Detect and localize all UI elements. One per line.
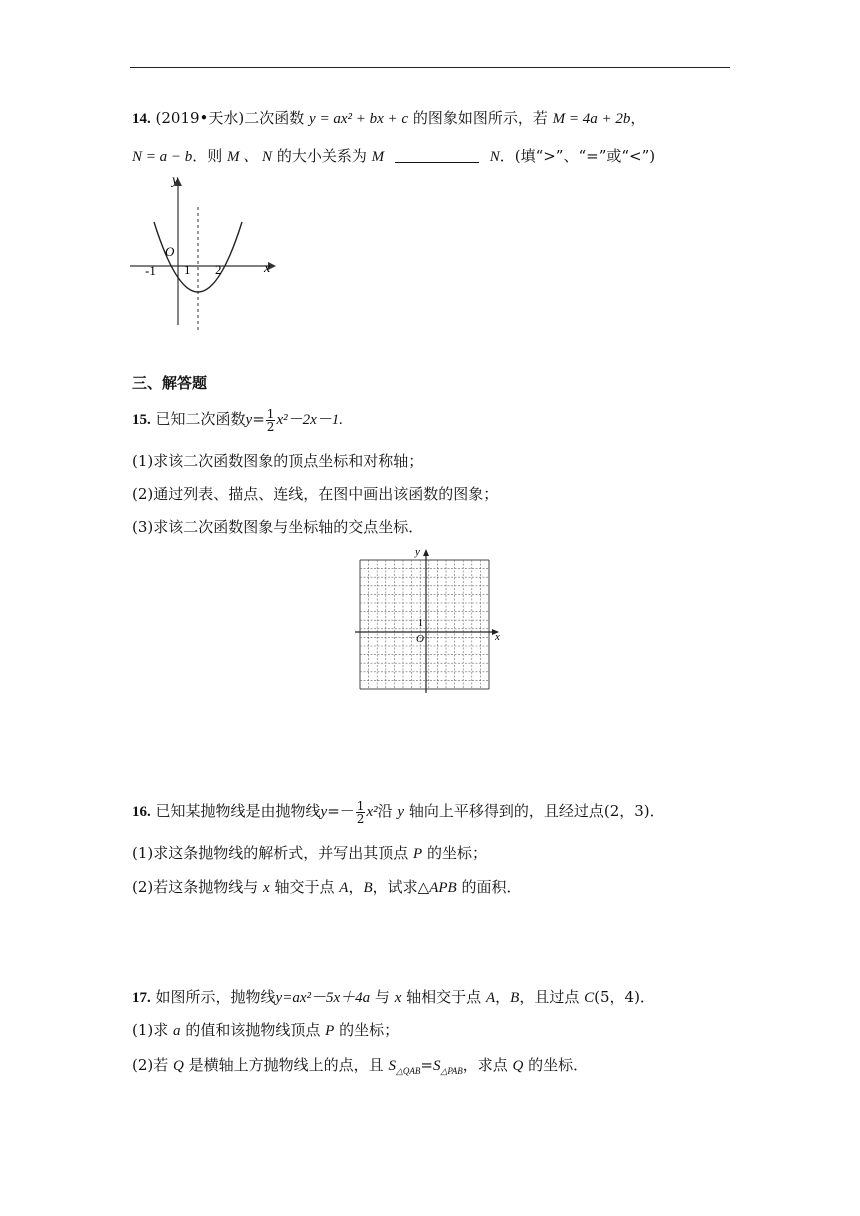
fraction-denominator: 2 bbox=[266, 419, 275, 434]
q17-point-q: Q bbox=[512, 1058, 524, 1074]
q14-formula: N = a − b bbox=[132, 149, 193, 165]
q16-part1 bbox=[132, 843, 487, 864]
q14-number: 14. bbox=[132, 111, 151, 127]
q14-variable-m: M bbox=[371, 149, 385, 165]
origin-label: O bbox=[165, 244, 175, 259]
q16-point-a: A bbox=[339, 880, 349, 896]
q17-variable-x: x bbox=[394, 990, 402, 1006]
q14-line1 bbox=[132, 108, 645, 129]
origin-label: O bbox=[416, 633, 424, 645]
q17-text: 如图所示，抛物线 bbox=[155, 988, 276, 1006]
q15-formula: x²－2x－1. bbox=[276, 412, 344, 428]
q16-point-p: P bbox=[413, 846, 423, 862]
q17-point-b: B bbox=[510, 990, 520, 1006]
tick-label-neg1: -1 bbox=[145, 263, 156, 278]
q17-text: (2)若 bbox=[132, 1056, 169, 1074]
q14-text: 的大小关系为 bbox=[276, 147, 367, 165]
tick-label-1: 1 bbox=[184, 262, 191, 277]
q14-parabola-figure bbox=[125, 170, 285, 335]
q17-area-symbol: S bbox=[432, 1058, 441, 1074]
q17-area-symbol: S bbox=[388, 1058, 396, 1074]
q17-text: ，且过点 bbox=[519, 988, 580, 1006]
q16-text: 的面积． bbox=[461, 878, 522, 896]
q17-formula: y=ax²－5x＋4a bbox=[275, 990, 371, 1006]
unit-label: 1 bbox=[418, 618, 423, 629]
q15-text: 已知二次函数 bbox=[155, 410, 246, 428]
q17-text: (1)求 bbox=[132, 1021, 169, 1039]
fraction-denominator: 2 bbox=[356, 811, 365, 826]
q16-text: 已知某抛物线是由抛物线 bbox=[155, 802, 321, 820]
q15-fraction bbox=[266, 408, 276, 433]
y-axis-label: y bbox=[415, 546, 420, 558]
q14-formula: y = ax² + bx + c bbox=[309, 111, 409, 127]
q17-text: (5，4)． bbox=[594, 988, 655, 1006]
q16-text: (1)求这条抛物线的解析式，并写出其顶点 bbox=[132, 844, 409, 862]
q17-text: 的值和该抛物线顶点 bbox=[185, 1021, 321, 1039]
q16-text: 轴向上平移得到的，且经过点(2，3)． bbox=[408, 802, 665, 820]
q17-text: 轴相交于点 bbox=[406, 988, 482, 1006]
q17-text: ， bbox=[495, 988, 511, 1006]
q16-text: 沿 bbox=[377, 802, 393, 820]
q17-area-subscript: △PAB bbox=[440, 1066, 463, 1076]
q15-text: = bbox=[252, 410, 265, 428]
q16-stem bbox=[132, 796, 665, 826]
y-axis-label: y bbox=[172, 173, 179, 188]
q17-text: ，求点 bbox=[462, 1056, 508, 1074]
fraction-numerator: 1 bbox=[356, 798, 365, 813]
q15-coordinate-grid bbox=[352, 545, 510, 695]
q17-point-a: A bbox=[485, 990, 496, 1006]
q14-formula: M = 4a + 2b bbox=[552, 111, 631, 127]
q15-stem bbox=[132, 404, 343, 434]
q17-point-q: Q bbox=[173, 1058, 184, 1074]
q17-variable-a: a bbox=[173, 1023, 181, 1039]
q16-fraction bbox=[356, 800, 366, 825]
q14-variables: M 、 N bbox=[227, 149, 273, 165]
q15-number: 15. bbox=[132, 412, 151, 428]
q17-point-p: P bbox=[325, 1023, 335, 1039]
q15-part2: (2)通过列表、描点、连线，在图中画出该函数的图象； bbox=[132, 485, 499, 503]
q15-part3: (3)求该二次函数图象与坐标轴的交点坐标． bbox=[132, 518, 424, 536]
x-axis-label: x bbox=[264, 261, 271, 276]
q14-text: ， bbox=[630, 109, 646, 127]
q17-part2 bbox=[132, 1055, 588, 1081]
y-axis-arrow bbox=[423, 549, 429, 556]
q16-text: 的坐标； bbox=[426, 844, 487, 862]
q16-part2 bbox=[132, 877, 521, 898]
q14-text: ．(填“>”、“=”或“<”) bbox=[499, 147, 656, 165]
fraction-numerator: 1 bbox=[266, 406, 275, 421]
q17-text: = bbox=[420, 1056, 433, 1074]
q17-part1 bbox=[132, 1020, 399, 1041]
q16-number: 16. bbox=[132, 804, 151, 820]
q17-point-c: C bbox=[584, 990, 595, 1006]
q17-stem bbox=[132, 987, 655, 1008]
q14-text: 的图象如图所示，若 bbox=[412, 109, 548, 127]
q16-variable-x: x bbox=[263, 880, 270, 896]
q17-area-subscript: △QAB bbox=[395, 1066, 421, 1076]
q16-variable-y: y bbox=[320, 804, 328, 820]
q17-text: 与 bbox=[374, 988, 390, 1006]
q16-text: =－ bbox=[327, 802, 355, 820]
q16-text: (2)若这条抛物线与 bbox=[132, 878, 259, 896]
top-rule bbox=[130, 67, 730, 68]
q16-formula: x² bbox=[366, 804, 378, 820]
q16-text: ，试求△ bbox=[372, 878, 430, 896]
q17-number: 17. bbox=[132, 990, 151, 1006]
x-axis-label: x bbox=[495, 631, 500, 643]
q16-text: ， bbox=[348, 878, 364, 896]
q17-text: 的坐标； bbox=[339, 1021, 400, 1039]
answer-blank[interactable] bbox=[395, 148, 479, 163]
tick-label-2: 2 bbox=[215, 262, 222, 277]
q15-part1: (1)求该二次函数图象的顶点坐标和对称轴； bbox=[132, 452, 424, 470]
section-heading: 三、解答题 bbox=[132, 374, 208, 392]
q17-text: 是横轴上方抛物线上的点，且 bbox=[188, 1056, 384, 1074]
q16-triangle: APB bbox=[429, 880, 457, 896]
q14-line2 bbox=[132, 146, 655, 167]
q14-text: (2019•天水)二次函数 bbox=[155, 109, 305, 127]
q14-text: ．则 bbox=[192, 147, 223, 165]
grid-lines bbox=[360, 560, 489, 689]
q17-text: 的坐标． bbox=[528, 1056, 589, 1074]
q16-variable-y: y bbox=[397, 804, 405, 820]
q16-text: 轴交于点 bbox=[274, 878, 335, 896]
q16-point-b: B bbox=[363, 880, 373, 896]
q15-variable-y: y bbox=[245, 412, 253, 428]
q14-variable-n: N bbox=[489, 149, 500, 165]
